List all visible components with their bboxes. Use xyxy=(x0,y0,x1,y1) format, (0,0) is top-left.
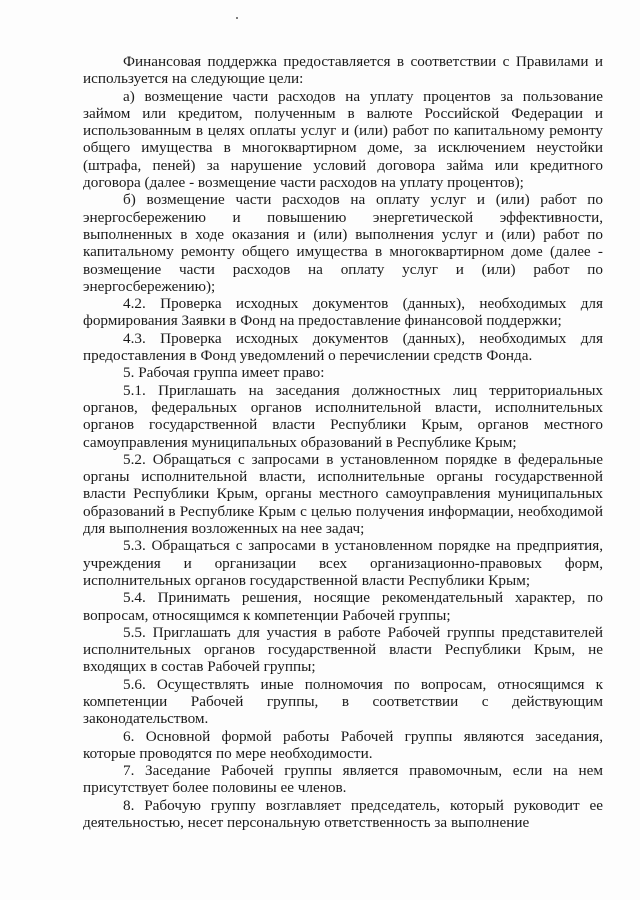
paragraph-item-b: б) возмещение части расходов на оплату услуг и (или) работ по энергосбережению и повышению энергетической эффективности, выполненных в ходе оказания и (или) выполнения услуг и (или) работ по капитальному ремонту общего имущества в многоквартирном доме (далее - возмещение части расходов на оплату услуг и (или) работ по энергосбережению); xyxy=(83,191,603,295)
paragraph-5: 5. Рабочая группа имеет право: xyxy=(123,364,325,382)
paragraph-5-1: 5.1. Приглашать на заседания должностных лиц территориальных органов, федеральных органов исполнительной власти, исполнительных органов государственной власти Республики Крым, органов местного самоуправления муниципальных образований в Республике Крым; xyxy=(83,381,603,451)
paragraph-5-5: 5.5. Приглашать для участия в работе Рабочей группы представителей исполнительных органов государственной власти Республики Крым, не входящих в состав Рабочей группы; xyxy=(83,623,603,676)
paragraph-6: 6. Основной формой работы Рабочей группы являются заседания, которые проводятся по мере необходимости. xyxy=(83,727,603,762)
scan-speck xyxy=(236,17,238,19)
paragraph-8: 8. Рабочую группу возглавляет председатель, который руководит ее деятельностью, несет персональную ответственность за выполнение xyxy=(83,796,603,832)
paragraph-5-3: 5.3. Обращаться с запросами в установленном порядке на предприятия, учреждения и организации всех организационно-правовых форм, исполнительных органов государственной власти Республики Крым; xyxy=(83,537,603,589)
document-body xyxy=(83,53,603,831)
paragraph-5-2: 5.2. Обращаться с запросами в установленном порядке в федеральные органы исполнительной власти, исполнительные органы государственной власти Республики Крым, органы местного самоуправления муниципальных образований в Республике Крым с целью получения информации, необходимой для выполнения возложенных на нее задач; xyxy=(83,450,603,538)
paragraph-7: 7. Заседание Рабочей группы является правомочным, если на нем присутствует более половины ее членов. xyxy=(83,762,603,797)
paragraph-4-3: 4.3. Проверка исходных документов (данных), необходимых для предоставления в Фонд уведомлений о перечислении средств Фонда. xyxy=(83,329,603,365)
paragraph-financial-support: Финансовая поддержка предоставляется в соответствии с Правилами и используется на следующие цели: xyxy=(83,53,603,88)
paragraph-4-2: 4.2. Проверка исходных документов (данных), необходимых для формирования Заявки в Фонд на предоставление финансовой поддержки; xyxy=(83,295,603,330)
paragraph-item-a: а) возмещение части расходов на уплату процентов за пользование займом или кредитом, полученным в валюте Российской Федерации и использованным в целях оплаты услуг и (или) работ по капитальному ремонту общего имущества в многоквартирном доме, за исключением неустойки (штрафа, пеней) за нарушение условий договора займа или кредитного договора (далее - возмещение части расходов на уплату процентов); xyxy=(83,87,603,192)
paragraph-5-6: 5.6. Осуществлять иные полномочия по вопросам, относящимся к компетенции Рабочей группы, в соответствии с действующим законодательством. xyxy=(83,675,603,728)
paragraph-5-4: 5.4. Принимать решения, носящие рекомендательный характер, по вопросам, относящимся к компетенции Рабочей группы; xyxy=(83,589,603,624)
